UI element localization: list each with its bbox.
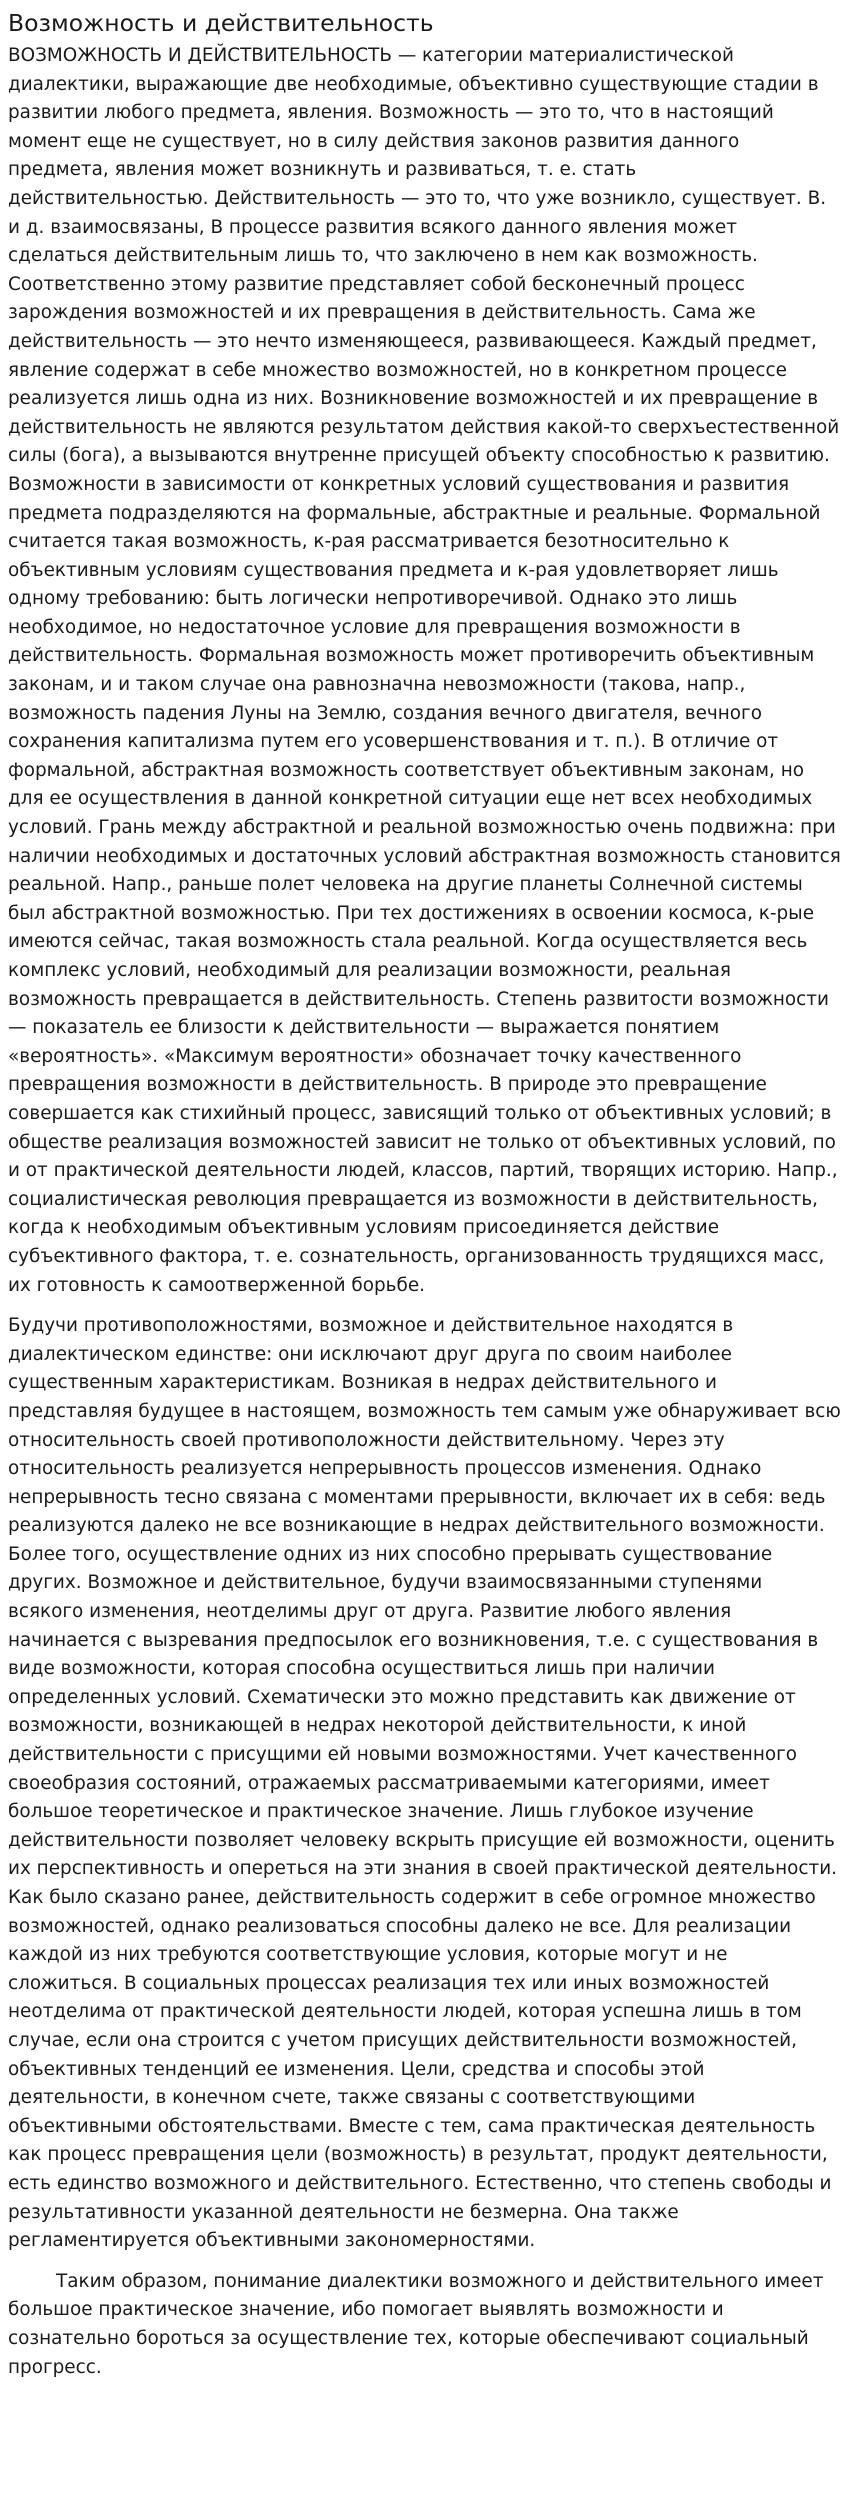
article-paragraph-unity: Будучи противоположностями, возможное и действительное находятся в диалектическом единстве: они исключают друг друга по своим наиболее существенным характеристикам. Возникая в недрах действительного и представляя будущее в настоящем, возможность тем самым уже обнаруживает всю относительность своей противоположности действительному. Через эту относительность реализуется непрерывность процессов изменения. Однако непрерывность тесно связана с моментами прерывности, включает их в себя: ведь реализуются далеко не все возникающие в недрах действительного возможности. Более того, осуществление одних из них способно прерывать существование других. Возможное и действительное, будучи взаимосвязанными ступенями всякого изменения, неотделимы друг от друга. Развитие любого явления начинается с вызревания предпосылок его возникновения, т.е. с существования в виде возможности, которая способна осуществиться лишь при наличии определенных условий. Схематически это можно представить как движение от возможности, возникающей в недрах некоторой действительности, к иной действительности с присущими ей новыми возможностями. Учет качественного своеобразия состояний, отражаемых рассматриваемыми категориями, имеет большое теоретическое и практическое значение. Лишь глубокое изучение действительности позволяет человеку вскрыть присущие ей возможности, оценить их перспективность и опереться на эти знания в своей практической деятельности. Как было сказано ранее, действительность содержит в себе огромное множество возможностей, однако реализоваться способны далеко не все. Для реализации каждой из них требуются соответствующие условия, которые могут и не сложиться. В социальных процессах реализация тех или иных возможностей неотделима от практической деятельности людей, которая успешна лишь в том случае, если она строится с учетом присущих действительности возможностей, объективных тенденций ее изменения. Цели, средства и способы этой деятельности, в конечном счете, также связаны с соответствующими объективными обстоятельствами. Вместе с тем, сама практическая деятельность как процесс превращения цели (возможность) в результат, продукт деятельности, есть единство возможного и действительного. Естественно, что степень свободы и результативности указанной деятельности не безмерна. Она также регламентируется объективными закономерностями. xyxy=(8,1315,841,2252)
article-paragraph-definition: ВОЗМОЖНОСТЬ И ДЕЙСТВИТЕЛЬНОСТЬ — категории материалистической диалектики, выражающие две необходимые, объективно существующие стадии в развитии любого предмета, явления. Возможность — это то, что в настоящий момент еще не существует, но в силу действия законов развития данного предмета, явления может возникнуть и развиваться, т. е. стать действительностью. Действительность — это то, что уже возникло, существует. В. и д. взаимосвязаны, В процессе развития всякого данного явления может сделаться действительным лишь то, что заключено в нем как возможность. Соответственно этому развитие представляет собой бесконечный процесс зарождения возможностей и их превращения в действительность. Сама же действительность — это нечто изменяющееся, развивающееся. Каждый предмет, явление содержат в себе множество возможностей, но в конкретном процессе реализуется лишь одна из них. Возникновение возможностей и их превращение в действительность не являются результатом действия какой-то сверхъестественной силы (бога), а вызываются внутренне присущей объекту способностью к развитию. Возможности в зависимости от конкретных условий существования и развития предмета подразделяются на формальные, абстрактные и реальные. Формальной считается такая возможность, к-рая рассматривается безотносительно к объективным условиям существования предмета и к-рая удовлетворяет лишь одному требованию: быть логически непротиворечивой. Однако это лишь необходимое, но недостаточное условие для превращения возможности в действительность. Формальная возможность может противоречить объективным законам, и и таком случае она равнозначна невозможности (такова, напр., возможность падения Луны на Землю, создания вечного двигателя, вечного сохранения капитализма путем его усовершенствования и т. п.). В отличие от формальной, абстрактная возможность соответствует объективным законам, но для ее осуществления в данной конкретной ситуации еще нет всех необходимых условий. Грань между абстрактной и реальной возможностью очень подвижна: при наличии необходимых и достаточных условий абстрактная возможность становится реальной. Напр., раньше полет человека на другие планеты Солнечной системы был абстрактной возможностью. При тех достижениях в освоении космоса, к-рые имеются сейчас, такая возможность стала реальной. Когда осуществляется весь комплекс условий, необходимый для реализации возможности, реальная возможность превращается в действительность. Степень развитости возможности — показатель ее близости к действительности — выражается понятием «вероятность». «Максимум вероятности» обозначает точку качественного превращения возможности в действительность. В природе это превращение совершается как стихийный процесс, зависящий только от объективных условий; в обществе реализация возможностей зависит не только от объективных условий, по и от практической деятельности людей, классов, партий, творящих историю. Напр., социалистическая революция превращается из возможности в действительность, когда к необходимым объективным условиям присоединяется действие субъективного фактора, т. е. сознательность, организованность трудящихся масс, их готовность к самоотверженной борьбе. xyxy=(8,45,841,1296)
article-title: Возможность и действительность xyxy=(8,9,434,37)
article-paragraph-conclusion: Таким образом, понимание диалектики возможного и действительного имеет большое практическое значение, ибо помогает выявлять возможности и сознательно бороться за осуществление тех, которые обеспечивают социальный прогресс. xyxy=(8,2270,824,2378)
